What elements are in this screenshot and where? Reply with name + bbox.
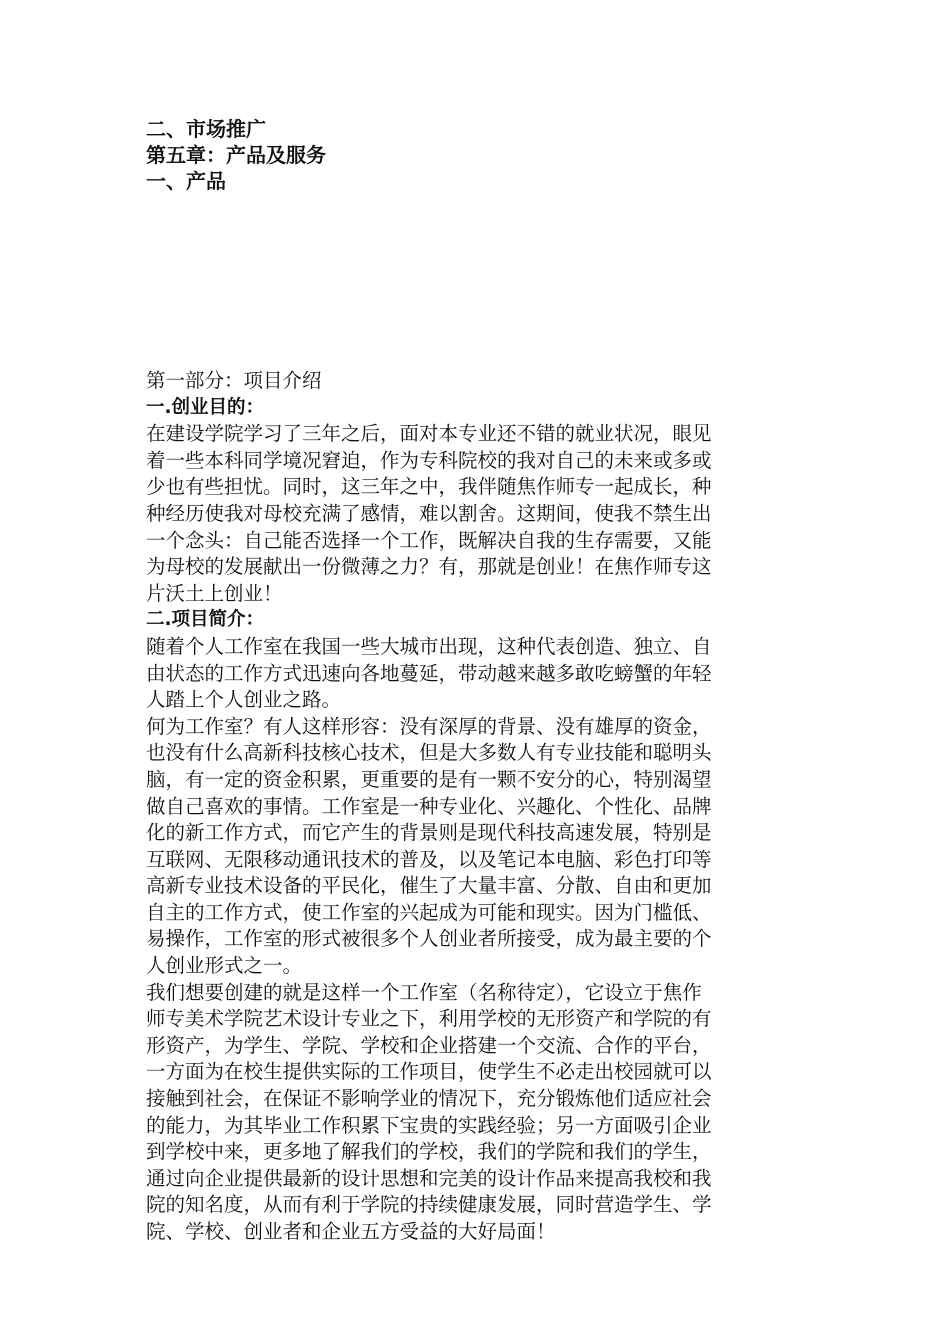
paragraph-line: 到学校中来，更多地了解我们的学校，我们的学院和我们的学生， — [146, 1140, 712, 1164]
paragraph-line: 高新专业技术设备的平民化，催生了大量丰富、分散、自由和更加 — [146, 874, 712, 898]
paragraph-line: 着一些本科同学境况窘迫，作为专科院校的我对自己的未来或多或 — [146, 448, 712, 472]
paragraph-line: 院的知名度，从而有利于学院的持续健康发展，同时营造学生、学 — [146, 1193, 712, 1217]
section-intro-title: 二.项目简介： — [146, 609, 265, 631]
body-block — [146, 368, 806, 1246]
paragraph-line: 院、学校、创业者和企业五方受益的大好局面！ — [146, 1220, 556, 1243]
paragraph-line: 师专美术学院艺术设计专业之下，利用学校的无形资产和学院的有 — [146, 1007, 712, 1031]
paragraph-line: 的能力，为其毕业工作积累下宝贵的实践经验；另一方面吸引企业 — [146, 1113, 712, 1137]
paragraph-line: 何为工作室？有人这样形容：没有深厚的背景、没有雄厚的资金， — [146, 714, 712, 738]
section-intro-paragraph-1 — [146, 634, 806, 714]
section-purpose-paragraph — [146, 421, 806, 607]
paragraph-line: 接触到社会，在保证不影响学业的情况下，充分锻炼他们适应社会 — [146, 1087, 712, 1111]
section-purpose-title: 一.创业目的： — [146, 396, 265, 418]
paragraph-line: 我们想要创建的就是这样一个工作室（名称待定），它设立于焦作 — [146, 980, 702, 1004]
paragraph-line: 互联网、无限移动通讯技术的普及，以及笔记本电脑、彩色打印等 — [146, 847, 712, 871]
paragraph-line: 一个念头：自己能否选择一个工作，既解决自我的生存需要，又能 — [146, 528, 712, 552]
paragraph-line: 易操作，工作室的形式被很多个人创业者所接受，成为最主要的个 — [146, 927, 712, 951]
paragraph-line: 由状态的工作方式迅速向各地蔓延，带动越来越多敢吃螃蟹的年轻 — [146, 661, 712, 685]
paragraph-line: 也没有什么高新科技核心技术，但是大多数人有专业技能和聪明头 — [146, 741, 712, 765]
heading-market-promotion: 二、市场推广 — [146, 117, 266, 141]
heading-block — [146, 116, 806, 194]
heading-product: 一、产品 — [146, 169, 226, 193]
paragraph-line: 化的新工作方式，而它产生的背景则是现代科技高速发展，特别是 — [146, 821, 712, 845]
paragraph-line: 少也有些担忧。同时，这三年之中，我伴随焦作师专一起成长，种 — [146, 475, 712, 499]
paragraph-line: 为母校的发展献出一份微薄之力？有，那就是创业！在焦作师专这 — [146, 555, 712, 579]
section-intro-paragraph-2 — [146, 714, 806, 980]
paragraph-line: 随着个人工作室在我国一些大城市出现，这种代表创造、独立、自 — [146, 634, 712, 658]
paragraph-line: 片沃土上创业！ — [146, 581, 283, 605]
paragraph-line: 人踏上个人创业之路。 — [146, 688, 342, 712]
heading-chapter-five: 第五章：产品及服务 — [146, 143, 326, 167]
paragraph-line: 种经历使我对母校充满了感情，难以割舍。这期间，使我不禁生出 — [146, 501, 712, 525]
paragraph-line: 人创业形式之一。 — [146, 954, 303, 978]
paragraph-line: 做自己喜欢的事情。工作室是一种专业化、兴趣化、个性化、品牌 — [146, 794, 712, 818]
part-one-title: 第一部分：项目介绍 — [146, 369, 322, 392]
paragraph-line: 在建设学院学习了三年之后，面对本专业还不错的就业状况，眼见 — [146, 422, 712, 446]
section-intro-paragraph-3 — [146, 980, 806, 1246]
paragraph-line: 形资产，为学生、学院、学校和企业搭建一个交流、合作的平台， — [146, 1033, 712, 1057]
paragraph-line: 通过向企业提供最新的设计思想和完美的设计作品来提高我校和我 — [146, 1166, 712, 1190]
paragraph-line: 自主的工作方式，使工作室的兴起成为可能和现实。因为门槛低、 — [146, 900, 712, 924]
paragraph-line: 一方面为在校生提供实际的工作项目，使学生不必走出校园就可以 — [146, 1060, 712, 1084]
paragraph-line: 脑，有一定的资金积累，更重要的是有一颗不安分的心，特别渴望 — [146, 767, 712, 791]
